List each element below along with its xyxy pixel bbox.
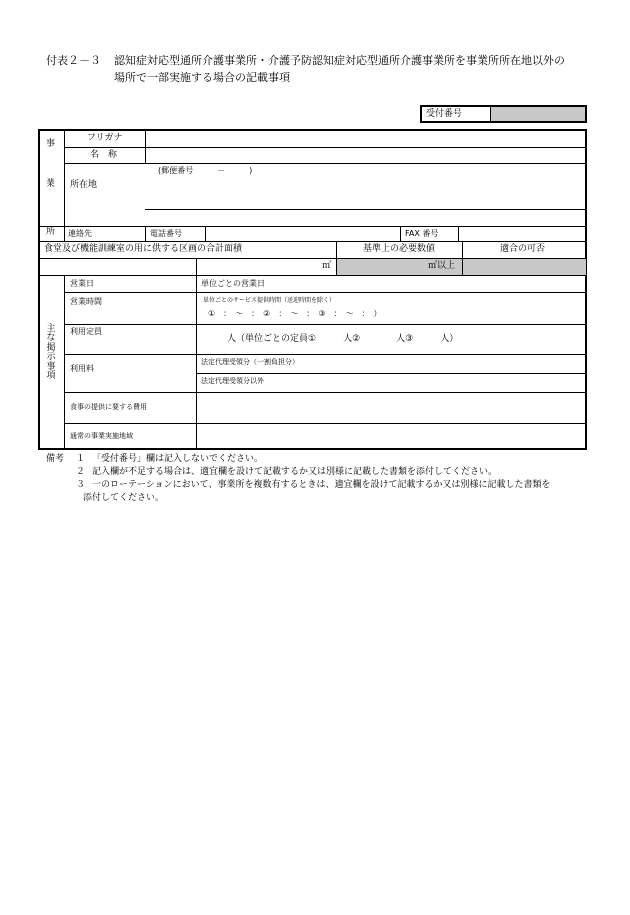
hours-slots: ① ： ～ ： ② ： ～ ： ③ ： ～ ： ） — [208, 309, 382, 318]
note3-text-line2: 添付してください。 — [83, 493, 165, 503]
hours-label: 営業時間 — [70, 297, 102, 306]
office-side-char3: 所 — [46, 227, 56, 237]
form-title-line1: 認知症対応型通所介護事業所・介護予防認知症対応型通所介護事業所を事業所所在地以外の — [114, 54, 565, 67]
note1-number: １ — [76, 454, 86, 464]
note3-text-line1: 一のローテーションにおいて、事業所を複数有するときは、適宜欄を設けて記載するか又は別様に記載した書類を — [92, 480, 551, 490]
fee-row1: 法定代理受領分（一割負担分） — [201, 358, 299, 366]
note2-number: ２ — [76, 467, 86, 477]
main-table — [38, 129, 587, 450]
note3-number: ３ — [76, 480, 86, 490]
contact-label: 連絡先 — [68, 229, 92, 238]
note2-text: 記入欄が不足する場合は、適宜欄を設けて記載するか又は別様に記載した書類を添付してください。 — [92, 467, 498, 477]
form-number: 付表２－３ — [46, 54, 101, 67]
fee-row2: 法定代理受領分以外 — [201, 377, 264, 385]
office-side-char1: 事 — [46, 139, 56, 149]
postal-code[interactable]: (郵便番号 － ) — [158, 166, 253, 175]
items-side-label: 主な掲示事項 — [46, 324, 56, 382]
business-days-value: 単位ごとの営業日 — [201, 279, 265, 288]
form-title-line2: 場所で一部実施する場合の記載事項 — [114, 71, 290, 84]
area-unit: ㎡ — [322, 261, 332, 271]
note1-text: 「受付番号」欄は記入しないでください。 — [92, 454, 264, 464]
area-label: 食堂及び機能訓練室の用に供する区画の合計面積 — [44, 244, 243, 254]
meal-cost-label: 食事の提供に要する費用 — [70, 403, 147, 411]
hours-note: 単位ごとのサービス提供時間（送迎時間を除く） — [203, 297, 336, 304]
address-label: 所在地 — [70, 180, 98, 190]
notes-label: 備考 — [46, 454, 65, 464]
reception-number-label: 受付番号 — [426, 109, 463, 119]
business-days-label: 営業日 — [70, 279, 94, 288]
required-header: 基準上の必要数値 — [363, 244, 436, 254]
name-label: 名 称 — [90, 150, 118, 160]
capacity-label: 利用定員 — [70, 327, 102, 336]
fee-label: 利用料 — [70, 364, 94, 373]
reception-number-field[interactable] — [491, 107, 585, 121]
phone-label: 電話番号 — [150, 229, 182, 238]
fax-label: FAX 番号 — [405, 229, 439, 238]
service-area-label: 通常の事業実施地域 — [70, 432, 133, 440]
result-header: 適合の可否 — [500, 244, 546, 254]
office-side-char2: 業 — [46, 179, 56, 189]
capacity-value: 人（単位ごとの定員① 人② 人③ 人） — [227, 334, 459, 344]
required-unit: ㎡以上 — [428, 261, 456, 271]
furigana-label: フリガナ — [87, 133, 123, 143]
